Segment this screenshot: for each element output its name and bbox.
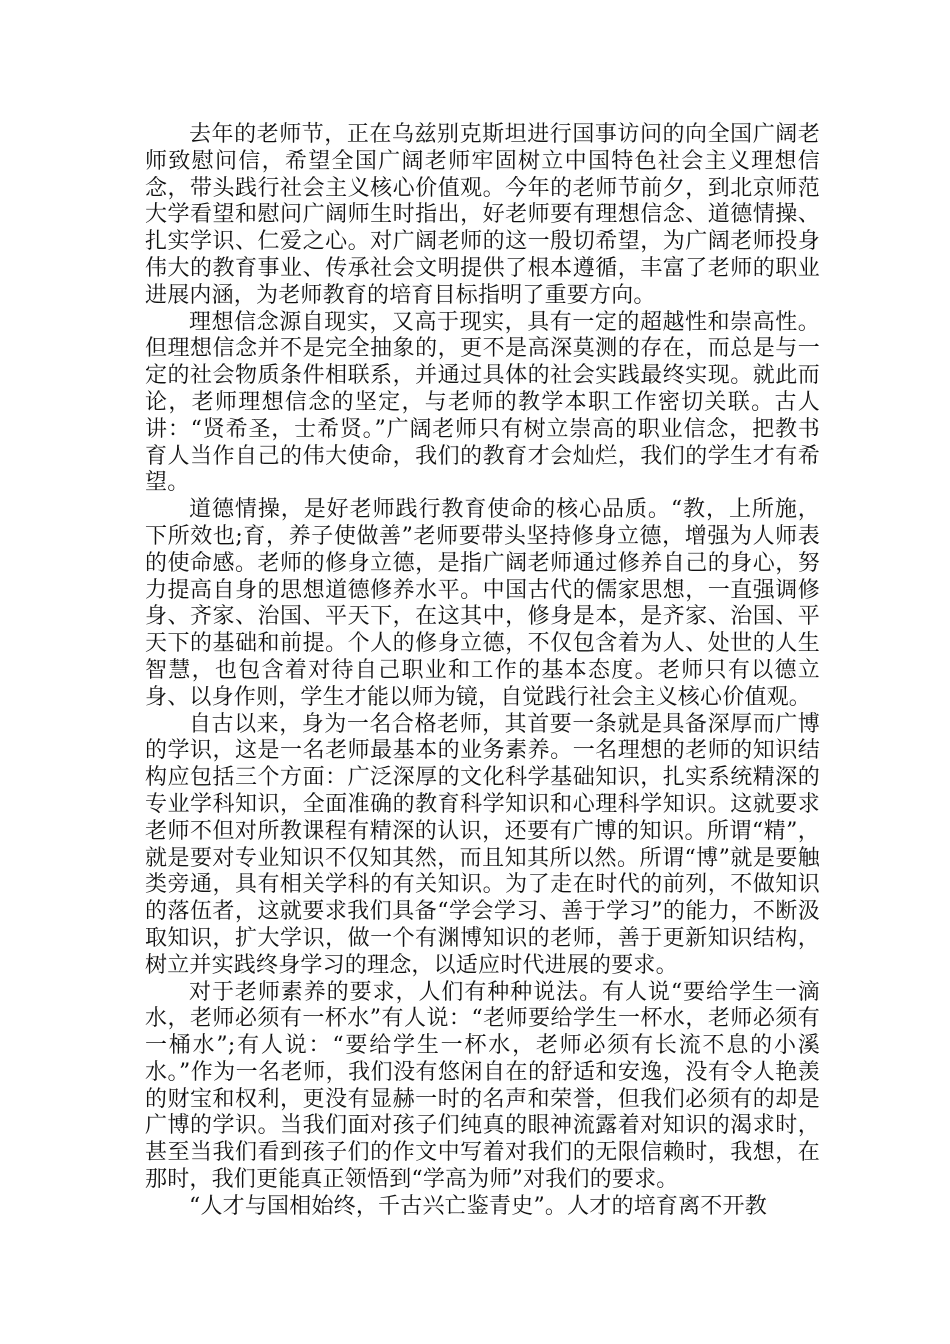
paragraph-2: 理想信念源自现实，又高于现实，具有一定的超越性和崇高性。但理想信念并不是完全抽象的，更不是高深莫测的存在，而总是与一定的社会物质条件相联系，并通过具体的社会实践最终实现。就此而论，老师理想信念的坚定，与老师的教学本职工作密切关联。古人讲：“贤希圣，士希贤。”广阔老师只有树立崇高的职业信念，把教书育人当作自己的伟大使命，我们的教育才会灿烂，我们的学生才有希望。 [145, 309, 820, 496]
document-body [145, 122, 820, 1221]
paragraph-4: 自古以来，身为一名合格老师，其首要一条就是具备深厚而广博的学识，这是一名老师最基本的业务素养。一名理想的老师的知识结构应包括三个方面：广泛深厚的文化科学基础知识，扎实系统精深的专业学科知识，全面准确的教育科学知识和心理科学知识。这就要求老师不但对所教课程有精深的认识，还要有广博的知识。所谓“精”，就是要对专业知识不仅知其然，而且知其所以然。所谓“博”就是要触类旁通，具有相关学科的有关知识。为了走在时代的前列，不做知识的落伍者，这就要求我们具备“学会学习、善于学习”的能力，不断汲取知识，扩大学识，做一个有渊博知识的老师，善于更新知识结构，树立并实践终身学习的理念，以适应时代进展的要求。 [145, 711, 820, 978]
paragraph-1: 去年的老师节，正在乌兹别克斯坦进行国事访问的向全国广阔老师致慰问信，希望全国广阔老师牢固树立中国特色社会主义理想信念，带头践行社会主义核心价值观。今年的老师节前夕，到北京师范大学看望和慰问广阔师生时指出，好老师要有理想信念、道德情操、扎实学识、仁爱之心。对广阔老师的这一殷切希望，为广阔老师投身伟大的教育事业、传承社会文明提供了根本遵循，丰富了老师的职业进展内涵，为老师教育的培育目标指明了重要方向。 [145, 122, 820, 308]
paragraph-6: “人才与国相始终，千古兴亡鉴青史”。人才的培育离不开教 [189, 1193, 767, 1219]
paragraph-3: 道德情操，是好老师践行教育使命的核心品质。“教，上所施，下所效也;育，养子使做善”老师要带头坚持修身立德，增强为人师表的使命感。老师的修身立德，是指广阔老师通过修养自己的身心，努力提高自身的思想道德修养水平。中国古代的儒家思想，一直强调修身、齐家、治国、平天下，在这其中，修身是本，是齐家、治国、平天下的基础和前提。个人的修身立德，不仅包含着为人、处世的人生智慧，也包含着对待自己职业和工作的基本态度。老师只有以德立身、以身作则，学生才能以师为镜，自觉践行社会主义核心价值观。 [145, 497, 820, 710]
paragraph-5: 对于老师素养的要求，人们有种种说法。有人说“要给学生一滴水，老师必须有一杯水”有人说：“老师要给学生一杯水，老师必须有一桶水”;有人说：“要给学生一杯水，老师必须有长流不息的小溪水。”作为一名老师，我们没有悠闲自在的舒适和安逸，没有令人艳羡的财宝和权利，更没有显赫一时的名声和荣誉，但我们必须有的却是广博的学识。当我们面对孩子们纯真的眼神流露着对知识的渴求时，甚至当我们看到孩子们的作文中写着对我们的无限信赖时，我想，在那时，我们更能真正领悟到“学高为师”对我们的要求。 [145, 979, 820, 1193]
